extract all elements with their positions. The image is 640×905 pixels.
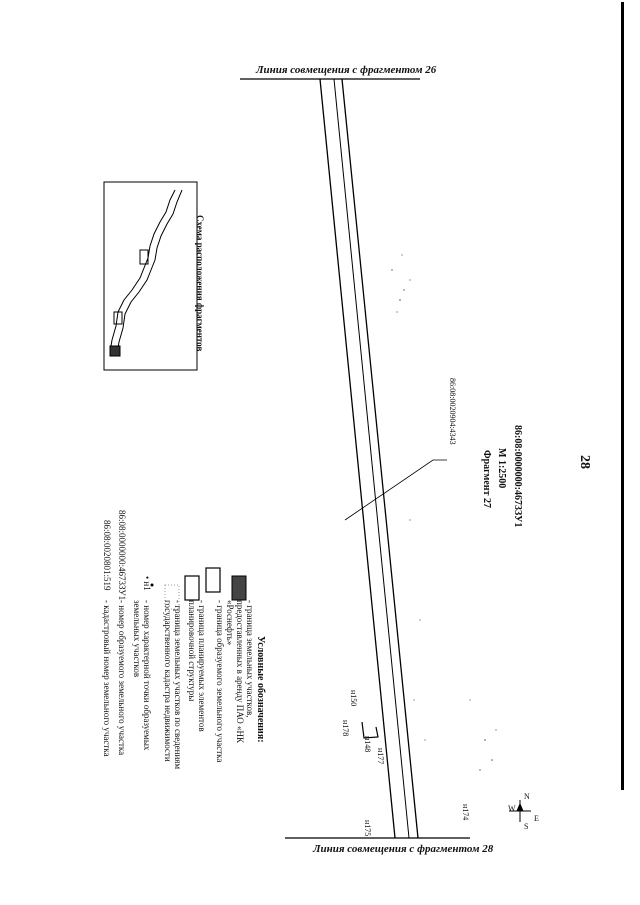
page-number: 28 bbox=[577, 455, 592, 469]
legend-item-text-2: - граница образуемого земельного участка bbox=[215, 600, 225, 763]
legend-cadastral-symbol: 86:08:0020801:519 bbox=[102, 520, 112, 591]
bottom-match-caption: Линия совмещения с фрагментом 28 bbox=[313, 843, 494, 855]
legend-item-text-5: - номер характерной точки образуемых земельных участков bbox=[132, 600, 152, 751]
point-label-3: н148 bbox=[363, 736, 372, 753]
corridor-line-3 bbox=[342, 79, 418, 838]
legend-parcel-symbol: 86:08:0000000:4673ЗУ1 bbox=[117, 510, 127, 601]
legend-title: Условные обозначения: bbox=[255, 636, 266, 743]
legend-item-text-3: - граница планируемых элементов планировочной структуры bbox=[187, 600, 207, 732]
point-label-6: н175 bbox=[363, 820, 372, 837]
legend-item-text-1: - граница земельных участков, предоставленных в аренду ПАО «НК «Роснефть» bbox=[225, 600, 255, 744]
compass-s: S bbox=[524, 822, 529, 831]
point-label-2: н178 bbox=[341, 720, 350, 737]
legend-point-symbol: • н1 bbox=[142, 576, 152, 591]
header-scale: М 1:2500 bbox=[496, 448, 507, 489]
header-cadastral: 86:08:0000000:4673ЗУ1 bbox=[512, 425, 523, 528]
compass-w: W bbox=[508, 804, 516, 813]
point-label-5: н174 bbox=[461, 804, 470, 821]
header-fragment: Фрагмент 27 bbox=[481, 450, 492, 508]
legend-hatched-swatch bbox=[232, 576, 246, 600]
legend-item-text-7: - кадастровый номер земельного участка bbox=[102, 600, 112, 757]
overview-frame bbox=[104, 182, 197, 370]
compass-e: E bbox=[534, 814, 539, 823]
top-match-caption: Линия совмещения с фрагментом 26 bbox=[256, 64, 437, 76]
legend-item-text-6: - номер образуемого земельного участка bbox=[117, 600, 127, 756]
corridor-line-1 bbox=[320, 79, 395, 838]
compass-n: N bbox=[524, 792, 530, 801]
point-label-1: н150 bbox=[349, 690, 358, 707]
legend-item-text-4: - граница земельных участков по сведениям государственного кадастра недвижимости bbox=[163, 600, 183, 770]
legend-outline-swatch-2 bbox=[185, 576, 199, 600]
parcel-cadastral-label: 86:08:0020904:4343 bbox=[448, 378, 457, 445]
legend-outline-swatch-1 bbox=[206, 568, 220, 592]
overview-title: Схема расположения фрагментов bbox=[195, 215, 205, 352]
point-label-4: н177 bbox=[376, 748, 385, 765]
